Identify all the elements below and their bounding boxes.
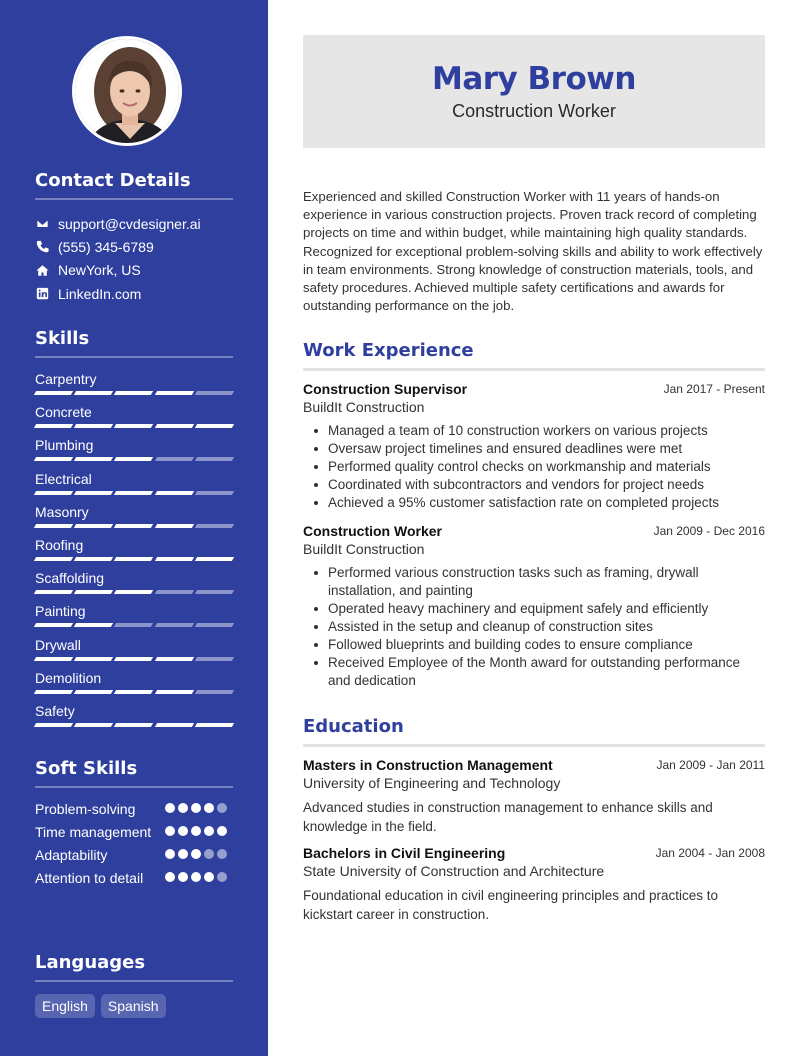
job-bullet: Followed blueprints and building codes to ensure compliance [328, 636, 765, 654]
soft-skills-section [35, 758, 233, 887]
rating-dot [191, 826, 201, 836]
soft-skills-list [35, 800, 233, 887]
job-date: Jan 2009 - Dec 2016 [653, 524, 765, 538]
soft-skill-rating [165, 826, 227, 836]
school-name: State University of Construction and Architecture [303, 863, 605, 879]
skill-level-segment [34, 524, 74, 528]
skill-level-segment [195, 491, 235, 495]
home-icon [35, 263, 49, 277]
soft-skill-item [35, 869, 233, 887]
job-bullet: Achieved a 95% customer satisfaction rate on completed projects [328, 494, 765, 512]
degree-title: Bachelors in Civil Engineering [303, 845, 506, 861]
skill-level-segment [74, 723, 114, 727]
rating-dot [217, 849, 227, 859]
skill-level-bar [35, 657, 233, 661]
skills-list [35, 369, 233, 734]
contact-phone[interactable] [35, 235, 233, 258]
rating-dot [191, 849, 201, 859]
skill-level-segment [195, 391, 235, 395]
skill-level-segment [154, 491, 194, 495]
skill-level-segment [195, 424, 235, 428]
skill-item [35, 535, 233, 568]
contact-linkedin-text: LinkedIn.com [58, 285, 142, 302]
contact-email[interactable] [35, 212, 233, 235]
skill-level-segment [195, 690, 235, 694]
education-description: Foundational education in civil engineering principles and practices to kickstart career in construction. [303, 888, 719, 922]
job-date: Jan 2017 - Present [663, 382, 765, 396]
skill-level-segment [114, 391, 154, 395]
job-company: BuildIt Construction [303, 399, 425, 415]
soft-skill-name: Adaptability [35, 847, 108, 863]
education-heading: Education [303, 716, 765, 747]
skill-level-segment [114, 623, 154, 627]
skill-item [35, 469, 233, 502]
skill-item [35, 369, 233, 402]
skill-level-segment [34, 590, 74, 594]
skill-item [35, 402, 233, 435]
skills-section [35, 328, 233, 734]
profile-photo [72, 36, 182, 146]
soft-skill-rating [165, 803, 227, 813]
skill-level-bar [35, 457, 233, 461]
soft-skill-name: Time management [35, 824, 152, 840]
job-bullet: Assisted in the setup and cleanup of construction sites [328, 618, 765, 636]
job-bullet: Performed quality control checks on workmanship and materials [328, 458, 765, 476]
skill-name: Carpentry [35, 371, 97, 387]
languages-heading: Languages [35, 952, 233, 982]
skill-level-segment [114, 491, 154, 495]
soft-skills-heading: Soft Skills [35, 758, 233, 788]
rating-dot [217, 803, 227, 813]
skill-level-segment [195, 723, 235, 727]
skill-level-segment [74, 457, 114, 461]
rating-dot [204, 872, 214, 882]
skill-level-bar [35, 590, 233, 594]
skill-level-segment [114, 690, 154, 694]
job-entry [303, 380, 765, 512]
rating-dot [165, 872, 175, 882]
education-entry [303, 756, 765, 836]
rating-dot [191, 872, 201, 882]
skill-name: Electrical [35, 470, 92, 487]
skill-level-segment [114, 657, 154, 661]
school-name: University of Engineering and Technology [303, 775, 561, 791]
education-description: Advanced studies in construction management to enhance skills and knowledge in the field. [303, 800, 713, 834]
skill-level-segment [195, 590, 235, 594]
soft-skill-rating [165, 872, 227, 882]
skill-level-segment [34, 424, 74, 428]
skill-level-segment [154, 457, 194, 461]
skill-level-segment [154, 557, 194, 561]
job-bullets [303, 564, 765, 690]
skill-level-segment [114, 524, 154, 528]
degree-title: Masters in Construction Management [303, 757, 553, 773]
skill-item [35, 668, 233, 701]
skill-level-bar [35, 391, 233, 395]
skill-level-segment [154, 623, 194, 627]
skill-level-bar [35, 690, 233, 694]
envelope-icon [35, 217, 49, 231]
skill-item [35, 568, 233, 601]
skill-level-segment [195, 623, 235, 627]
skill-level-segment [74, 557, 114, 561]
skill-level-segment [34, 557, 74, 561]
skill-name: Safety [35, 702, 75, 719]
skill-level-segment [34, 623, 74, 627]
skill-level-segment [195, 524, 235, 528]
skill-item [35, 701, 233, 734]
skill-level-segment [74, 524, 114, 528]
skill-level-segment [154, 723, 194, 727]
skill-level-segment [74, 623, 114, 627]
skill-level-segment [74, 391, 114, 395]
skill-level-segment [154, 690, 194, 694]
contact-email-text: support@cvdesigner.ai [58, 215, 201, 232]
rating-dot [204, 849, 214, 859]
skill-level-segment [154, 657, 194, 661]
skill-item [35, 635, 233, 668]
job-company: BuildIt Construction [303, 541, 425, 557]
phone-icon [35, 240, 49, 254]
skill-level-segment [154, 391, 194, 395]
rating-dot [165, 803, 175, 813]
skill-level-segment [195, 657, 235, 661]
soft-skill-item [35, 846, 233, 864]
skill-item [35, 502, 233, 535]
skill-level-bar [35, 723, 233, 727]
soft-skill-name: Problem-solving [35, 801, 136, 817]
rating-dot [204, 803, 214, 813]
language-pill: Spanish [101, 994, 166, 1018]
skill-name: Scaffolding [35, 570, 105, 587]
skill-level-segment [34, 690, 74, 694]
rating-dot [204, 826, 214, 836]
skill-level-segment [34, 457, 74, 461]
skill-level-segment [114, 424, 154, 428]
rating-dot [165, 849, 175, 859]
sidebar [0, 0, 268, 1056]
job-bullet: Received Employee of the Month award for outstanding performance and dedication [328, 654, 765, 690]
rating-dot [165, 826, 175, 836]
job-title: Construction Worker [303, 523, 442, 539]
contact-location [35, 259, 233, 282]
skill-level-bar [35, 524, 233, 528]
skill-name: Concrete [35, 404, 92, 421]
contact-location-text: NewYork, US [58, 262, 141, 279]
skill-name: Plumbing [35, 437, 94, 454]
skill-name: Drywall [35, 636, 81, 653]
skill-name: Painting [35, 603, 86, 620]
name-header [303, 35, 765, 148]
skills-heading: Skills [35, 328, 233, 358]
skill-level-segment [114, 590, 154, 594]
skill-level-segment [154, 424, 194, 428]
soft-skill-item [35, 823, 233, 841]
education-date: Jan 2004 - Jan 2008 [655, 846, 765, 860]
profile-summary: Experienced and skilled Construction Worker with 11 years of hands-on experience in various construction projects. Proven track record of completing projects on time and within budget, while maintaining high quality standards. Recognized for exceptional problem-solving skills and ability to work effectively in team environments. Strong knowledge of construction materials, tools, and safety procedures. Achieved multiple safety certifications and awards for outstanding performance on the job. [303, 189, 763, 314]
contact-section [35, 170, 233, 305]
skill-name: Roofing [35, 536, 84, 553]
rating-dot [178, 803, 188, 813]
job-bullet: Coordinated with subcontractors and vendors for project needs [328, 476, 765, 494]
skill-level-segment [74, 491, 114, 495]
skill-level-segment [114, 457, 154, 461]
education-date: Jan 2009 - Jan 2011 [656, 758, 765, 772]
skill-level-segment [154, 524, 194, 528]
skill-level-segment [34, 723, 74, 727]
job-bullet: Managed a team of 10 construction workers on various projects [328, 422, 765, 440]
candidate-name: Mary Brown [432, 61, 636, 97]
rating-dot [217, 826, 227, 836]
skill-name: Masonry [35, 503, 89, 520]
skill-level-segment [74, 590, 114, 594]
job-title: Construction Supervisor [303, 381, 468, 397]
skill-level-bar [35, 491, 233, 495]
soft-skill-rating [165, 849, 227, 859]
job-bullet: Performed various construction tasks such as framing, drywall installation, and painting [328, 564, 765, 600]
skill-level-segment [195, 457, 235, 461]
skill-item [35, 601, 233, 634]
linkedin-icon [35, 287, 49, 301]
skill-level-segment [74, 657, 114, 661]
job-bullets [303, 422, 765, 512]
skill-level-segment [34, 657, 74, 661]
skill-level-segment [114, 557, 154, 561]
skill-level-bar [35, 623, 233, 627]
contact-phone-text: (555) 345-6789 [58, 238, 154, 255]
job-bullet: Oversaw project timelines and ensured deadlines were met [328, 440, 765, 458]
skill-level-segment [34, 391, 74, 395]
skill-level-segment [74, 424, 114, 428]
languages-section [35, 952, 233, 1018]
soft-skill-item [35, 800, 233, 818]
skill-level-segment [74, 690, 114, 694]
rating-dot [178, 872, 188, 882]
contact-linkedin[interactable] [35, 282, 233, 305]
job-bullet: Operated heavy machinery and equipment safely and efficiently [328, 600, 765, 618]
skill-level-bar [35, 557, 233, 561]
candidate-title: Construction Worker [452, 101, 616, 121]
skill-level-segment [154, 590, 194, 594]
job-entry [303, 522, 765, 690]
skill-level-segment [34, 491, 74, 495]
skill-level-bar [35, 424, 233, 428]
education-entry [303, 844, 765, 924]
contact-heading: Contact Details [35, 170, 233, 200]
work-experience-heading: Work Experience [303, 340, 765, 371]
skill-level-segment [114, 723, 154, 727]
soft-skill-name: Attention to detail [35, 870, 144, 886]
rating-dot [178, 849, 188, 859]
skill-item [35, 435, 233, 468]
rating-dot [178, 826, 188, 836]
skill-name: Demolition [35, 669, 102, 686]
rating-dot [217, 872, 227, 882]
rating-dot [191, 803, 201, 813]
skill-level-segment [195, 557, 235, 561]
language-pill: English [35, 994, 95, 1018]
